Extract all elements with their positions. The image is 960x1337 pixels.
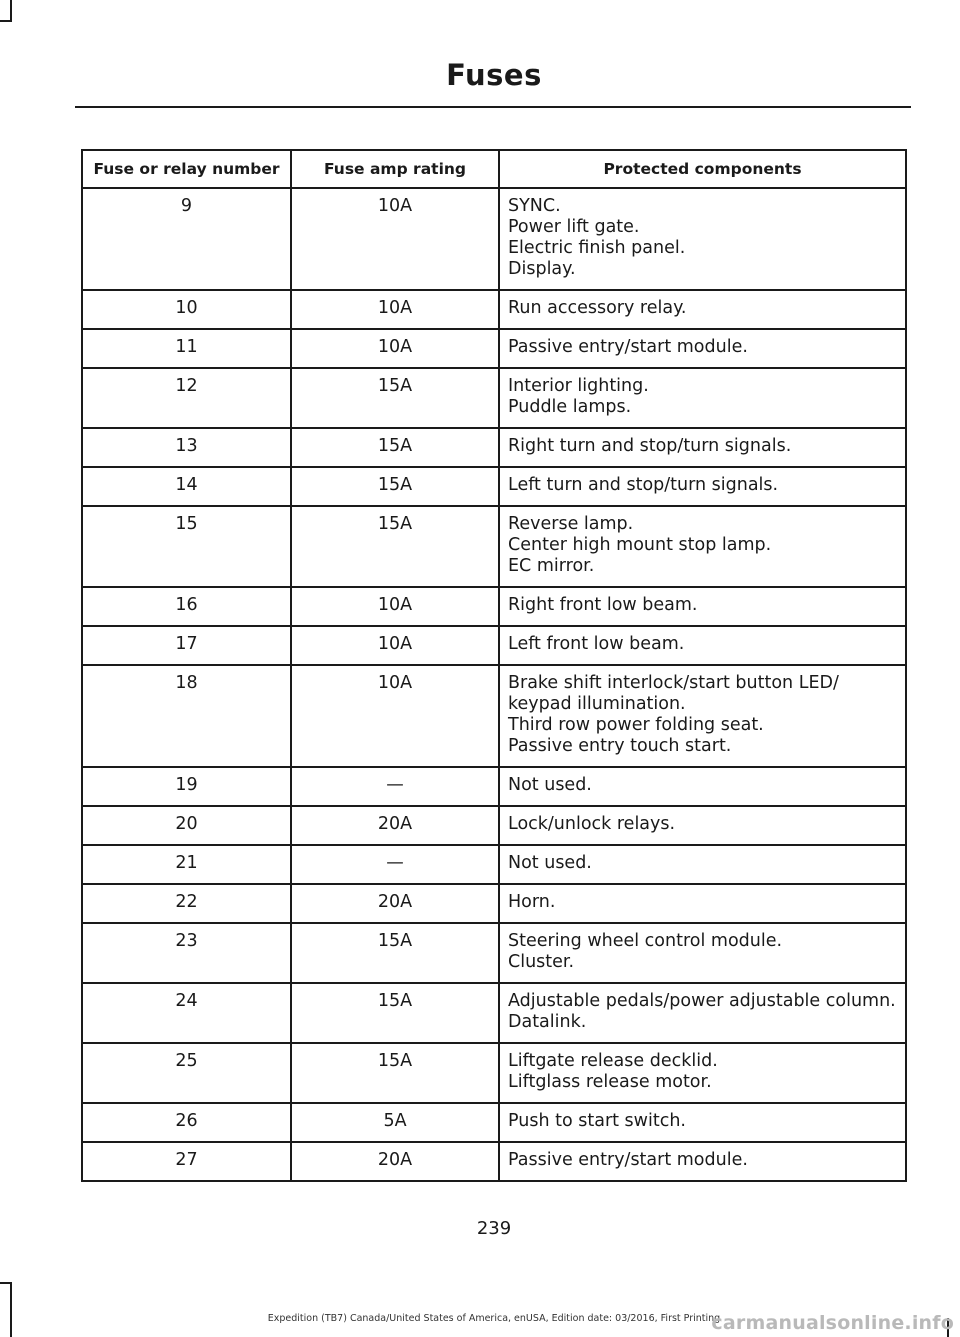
table-row bbox=[82, 983, 906, 1043]
component-line: Passive entry/start module. bbox=[508, 1150, 748, 1170]
amp-rating-cell: 10A bbox=[291, 626, 499, 665]
crop-mark-bottom-left-vertical bbox=[10, 1282, 12, 1337]
protected-components-cell bbox=[499, 923, 906, 983]
table-row bbox=[82, 428, 906, 467]
amp-rating-cell: 15A bbox=[291, 506, 499, 587]
amp-rating-cell: 15A bbox=[291, 368, 499, 428]
title-divider bbox=[75, 106, 911, 108]
fuse-number-cell: 12 bbox=[82, 368, 291, 428]
component-line: Not used. bbox=[508, 775, 592, 795]
amp-rating-cell: 10A bbox=[291, 665, 499, 767]
table-row bbox=[82, 188, 906, 290]
table-row bbox=[82, 665, 906, 767]
page-title: Fuses bbox=[446, 58, 542, 92]
amp-rating-cell: 10A bbox=[291, 290, 499, 329]
component-line: Passive entry/start module. bbox=[508, 337, 748, 357]
table-header-row bbox=[82, 150, 906, 188]
table-row bbox=[82, 368, 906, 428]
table-row bbox=[82, 1103, 906, 1142]
component-line: Passive entry touch start. bbox=[508, 736, 732, 756]
component-line: Push to start switch. bbox=[508, 1111, 686, 1131]
component-line: Puddle lamps. bbox=[508, 397, 632, 417]
component-line: Third row power folding seat. bbox=[508, 715, 764, 735]
column-header-protected-components: Protected components bbox=[499, 150, 906, 188]
protected-components-cell bbox=[499, 587, 906, 626]
fuse-number-cell: 9 bbox=[82, 188, 291, 290]
component-line: Interior lighting. bbox=[508, 376, 649, 396]
component-line: Power lift gate. bbox=[508, 217, 640, 237]
fuse-number-cell: 25 bbox=[82, 1043, 291, 1103]
component-line: Horn. bbox=[508, 892, 556, 912]
protected-components-cell bbox=[499, 428, 906, 467]
protected-components-cell bbox=[499, 506, 906, 587]
amp-rating-cell: 10A bbox=[291, 329, 499, 368]
table-row bbox=[82, 767, 906, 806]
component-line: Reverse lamp. bbox=[508, 514, 634, 534]
fuse-number-cell: 19 bbox=[82, 767, 291, 806]
fuse-number-cell: 27 bbox=[82, 1142, 291, 1181]
table-row bbox=[82, 806, 906, 845]
component-line: Datalink. bbox=[508, 1012, 587, 1032]
protected-components-cell bbox=[499, 1043, 906, 1103]
protected-components-cell bbox=[499, 329, 906, 368]
component-line: Steering wheel control module. bbox=[508, 931, 783, 951]
component-line: Left turn and stop/turn signals. bbox=[508, 475, 779, 495]
fuse-number-cell: 16 bbox=[82, 587, 291, 626]
footer-edition-info: Expedition (TB7) Canada/United States of America, enUSA, Edition date: 03/2016, First Printing bbox=[267, 1313, 721, 1324]
table-row bbox=[82, 626, 906, 665]
component-line: Liftgate release decklid. bbox=[508, 1051, 718, 1071]
amp-rating-cell: 5A bbox=[291, 1103, 499, 1142]
component-line: Brake shift interlock/start button LED/ keypad illumination. bbox=[508, 673, 839, 714]
crop-mark-top-left-vertical bbox=[10, 0, 12, 20]
crop-mark-bottom-left-horizontal bbox=[0, 1282, 12, 1284]
fuse-number-cell: 14 bbox=[82, 467, 291, 506]
protected-components-cell bbox=[499, 467, 906, 506]
page-number: 239 bbox=[476, 1218, 512, 1239]
component-line: Center high mount stop lamp. bbox=[508, 535, 772, 555]
table-row bbox=[82, 1043, 906, 1103]
table-row bbox=[82, 923, 906, 983]
component-line: SYNC. bbox=[508, 196, 561, 216]
table-row bbox=[82, 290, 906, 329]
column-header-fuse-number: Fuse or relay number bbox=[82, 150, 291, 188]
component-line: Lock/unlock relays. bbox=[508, 814, 676, 834]
component-line: Cluster. bbox=[508, 952, 575, 972]
fuse-number-cell: 24 bbox=[82, 983, 291, 1043]
table-row bbox=[82, 587, 906, 626]
component-line: Right front low beam. bbox=[508, 595, 698, 615]
amp-rating-cell: 15A bbox=[291, 428, 499, 467]
component-line: Electric finish panel. bbox=[508, 238, 686, 258]
protected-components-cell bbox=[499, 626, 906, 665]
amp-rating-cell: 15A bbox=[291, 1043, 499, 1103]
protected-components-cell bbox=[499, 845, 906, 884]
table-row bbox=[82, 329, 906, 368]
amp-rating-cell: — bbox=[291, 767, 499, 806]
protected-components-cell bbox=[499, 1142, 906, 1181]
amp-rating-cell: 10A bbox=[291, 587, 499, 626]
fuse-number-cell: 20 bbox=[82, 806, 291, 845]
protected-components-cell bbox=[499, 1103, 906, 1142]
protected-components-cell bbox=[499, 290, 906, 329]
fuse-number-cell: 13 bbox=[82, 428, 291, 467]
fuse-number-cell: 22 bbox=[82, 884, 291, 923]
amp-rating-cell: 15A bbox=[291, 467, 499, 506]
component-line: Display. bbox=[508, 259, 576, 279]
table-row bbox=[82, 506, 906, 587]
fuse-number-cell: 21 bbox=[82, 845, 291, 884]
amp-rating-cell: 20A bbox=[291, 884, 499, 923]
protected-components-cell bbox=[499, 665, 906, 767]
fuse-number-cell: 18 bbox=[82, 665, 291, 767]
protected-components-cell bbox=[499, 188, 906, 290]
component-line: EC mirror. bbox=[508, 556, 595, 576]
amp-rating-cell: 20A bbox=[291, 806, 499, 845]
fuse-number-cell: 17 bbox=[82, 626, 291, 665]
table-row bbox=[82, 467, 906, 506]
component-line: Adjustable pedals/power adjustable column. bbox=[508, 991, 896, 1011]
fuse-table-body bbox=[82, 188, 906, 1181]
fuse-number-cell: 10 bbox=[82, 290, 291, 329]
amp-rating-cell: 15A bbox=[291, 983, 499, 1043]
protected-components-cell bbox=[499, 767, 906, 806]
column-header-amp-rating: Fuse amp rating bbox=[291, 150, 499, 188]
protected-components-cell bbox=[499, 368, 906, 428]
fuse-number-cell: 23 bbox=[82, 923, 291, 983]
fuse-number-cell: 15 bbox=[82, 506, 291, 587]
component-line: Not used. bbox=[508, 853, 592, 873]
amp-rating-cell: 20A bbox=[291, 1142, 499, 1181]
amp-rating-cell: 10A bbox=[291, 188, 499, 290]
protected-components-cell bbox=[499, 806, 906, 845]
watermark-logo: carmanualsonline.info bbox=[711, 1312, 954, 1334]
table-row bbox=[82, 1142, 906, 1181]
amp-rating-cell: — bbox=[291, 845, 499, 884]
table-row bbox=[82, 845, 906, 884]
component-line: Run accessory relay. bbox=[508, 298, 687, 318]
protected-components-cell bbox=[499, 983, 906, 1043]
fuse-number-cell: 11 bbox=[82, 329, 291, 368]
fuse-table bbox=[81, 149, 907, 1182]
protected-components-cell bbox=[499, 884, 906, 923]
component-line: Liftglass release motor. bbox=[508, 1072, 712, 1092]
crop-mark-top-left-horizontal bbox=[0, 20, 12, 22]
table-row bbox=[82, 884, 906, 923]
component-line: Left front low beam. bbox=[508, 634, 685, 654]
component-line: Right turn and stop/turn signals. bbox=[508, 436, 792, 456]
amp-rating-cell: 15A bbox=[291, 923, 499, 983]
fuse-number-cell: 26 bbox=[82, 1103, 291, 1142]
